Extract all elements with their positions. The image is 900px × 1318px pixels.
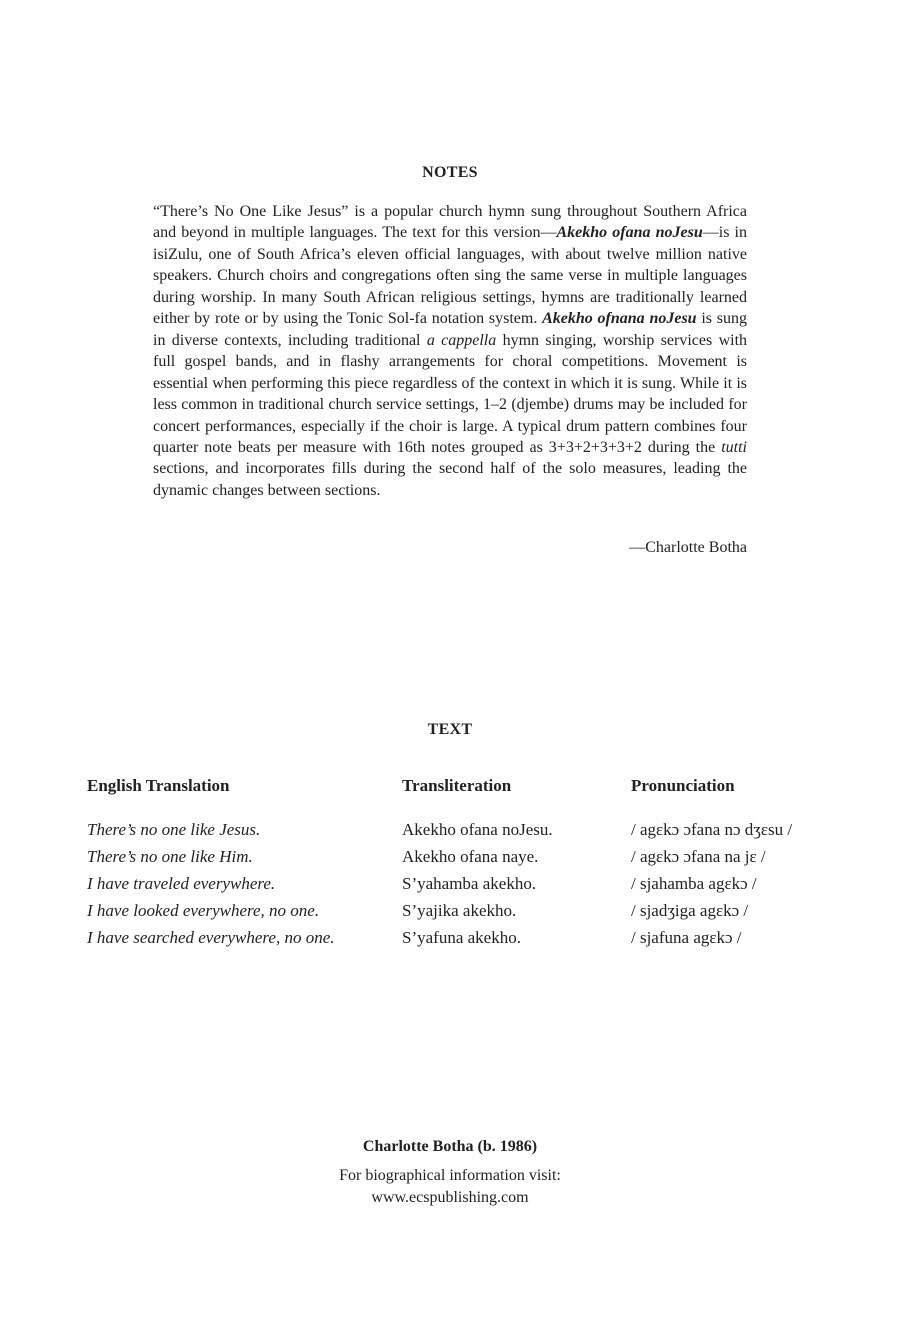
english-line: There’s no one like Him. — [87, 847, 253, 866]
notes-text: “There’s No One Like Jesus” is a popular church hymn sung throughout Southern Africa and beyond in multiple languages. The text for this version— — [153, 203, 747, 242]
italic-term: a cappella — [426, 331, 497, 349]
hymn-title: Akekho ofnana noJesu — [542, 310, 697, 328]
transliteration-column — [402, 818, 553, 953]
english-line: I have traveled everywhere. — [87, 874, 276, 893]
column-header-english: English Translation — [87, 776, 230, 795]
transliteration-line: Akekho ofana naye. — [402, 847, 539, 866]
text-heading: TEXT — [427, 721, 473, 738]
pronunciation-line: / agɛkɔ ɔfana nɔ dʒɛsu / — [631, 820, 793, 839]
notes-text: is sung in diverse contexts, including traditional — [153, 310, 747, 349]
pronunciation-line: / agɛkɔ ɔfana na jɛ / — [631, 847, 766, 866]
english-column — [87, 818, 335, 953]
pronunciation-column — [631, 818, 792, 953]
transliteration-line: Akekho ofana noJesu. — [402, 820, 553, 839]
pronunciation-line: / sjafuna agɛkɔ / — [631, 928, 742, 947]
english-line: There’s no one like Jesus. — [87, 820, 261, 839]
transliteration-line: S’yajika akekho. — [402, 901, 517, 920]
italic-term: tutti — [721, 438, 747, 456]
notes-text: hymn singing, worship services with full gospel bands, and in flashy arrangements for choral competitions. Movement is essential when performing this piece regardless of the context in which it is sung. While it is less common in traditional church service settings, 1–2 (djembe) drums may be included for concert performances, especially if the choir is large. A typical drum pattern combines four quarter note beats per measure with 16th notes grouped as 3+3+2+3+3+2 during the — [153, 331, 748, 456]
notes-heading: NOTES — [422, 164, 478, 181]
bio-info-text: For biographical information visit: — [339, 1167, 561, 1184]
column-header-pronunciation: Pronunciation — [631, 776, 735, 795]
notes-paragraph — [153, 201, 747, 501]
notes-text: —is in isiZulu, one of South Africa’s eleven official languages, with about twelve million native speakers. Church choirs and congregations often sing the same verse in multiple languages during worship. In many South African religious settings, hymns are traditionally learned either by rote or by using the Tonic Sol-fa notation system. — [153, 224, 747, 328]
composer-name: Charlotte Botha (b. 1986) — [362, 1138, 538, 1155]
transliteration-line: S’yahamba akekho. — [402, 874, 537, 893]
notes-signature: —Charlotte Botha — [629, 539, 747, 556]
transliteration-line: S’yafuna akekho. — [402, 928, 521, 947]
english-line: I have searched everywhere, no one. — [87, 928, 335, 947]
pronunciation-line: / sjahamba agɛkɔ / — [631, 874, 757, 893]
column-header-transliteration: Transliteration — [402, 776, 512, 795]
pronunciation-line: / sjadʒiga agɛkɔ / — [631, 901, 749, 920]
hymn-title: Akekho ofana noJesu — [556, 224, 703, 242]
english-line: I have looked everywhere, no one. — [87, 901, 320, 920]
notes-text: sections, and incorporates fills during the second half of the solo measures, leading the dynamic changes between sections. — [153, 460, 747, 499]
publisher-url: www.ecspublishing.com — [371, 1189, 529, 1206]
